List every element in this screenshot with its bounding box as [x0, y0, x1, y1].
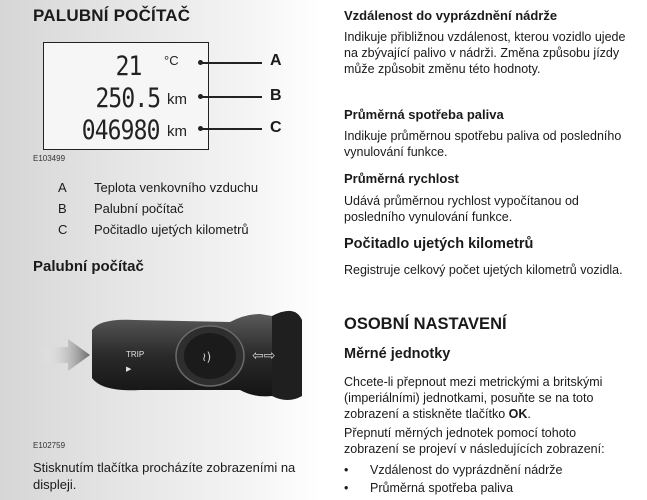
legend-row-b: [58, 201, 258, 222]
legend-text: Palubní počítač: [94, 201, 184, 216]
legend-row-a: [58, 180, 258, 201]
trip-button-label: TRIP: [126, 350, 145, 359]
callout-legend: [58, 180, 258, 243]
list-item: [344, 461, 563, 479]
figure-code-2: E102759: [33, 441, 66, 450]
text-odometer: Registruje celkový počet ujetých kilometrů vozidla.: [344, 263, 623, 277]
ok-key-label: OK: [508, 407, 528, 421]
right-column: [320, 0, 647, 500]
trip-computer-display: [43, 42, 209, 150]
figure-code-1: E103499: [33, 154, 66, 163]
legend-letter: C: [58, 222, 68, 237]
turn-signal-arrows-icon: ⇦⇨: [252, 348, 276, 364]
figure-caption: Stisknutím tlačítka procházíte zobrazeními na displeji.: [33, 460, 296, 492]
text-range: Indikuje přibližnou vzdálenost, kterou vozidlo ujede na zbývající palivo v nádrži. Změna způsobu jízdy může způsobit změnu této hodnoty.: [344, 30, 626, 76]
bullet-icon: •: [344, 463, 349, 477]
play-triangle-icon: ▶: [126, 365, 132, 373]
callout-line-b: [202, 96, 262, 98]
stalk-collar: [272, 311, 302, 400]
list-item-text: Vzdálenost do vyprázdnění nádrže: [370, 463, 563, 477]
push-arrow-icon: [40, 339, 90, 371]
bullet-icon: •: [344, 481, 349, 495]
text-units-a-part1: Chcete-li přepnout mezi metrickými a britskými (imperiálními) jednotkami, posuňte se na toto zobrazení a stiskněte tlačítko: [344, 375, 603, 421]
section-title: PALUBNÍ POČÍTAČ: [33, 6, 191, 25]
heading-range: Vzdálenost do vyprázdnění nádrže: [344, 8, 558, 23]
text-units-a-part2: .: [527, 407, 531, 421]
temperature-value: 21: [116, 51, 142, 82]
subsection-title: Palubní počítač: [33, 258, 144, 275]
legend-row-c: [58, 222, 258, 243]
text-avg-consumption: Indikuje průměrnou spotřebu paliva od posledního vynulování funkce.: [344, 129, 622, 159]
temperature-unit: °C: [164, 53, 179, 68]
legend-text: Teplota venkovního vzduchu: [94, 180, 259, 195]
heading-units: Měrné jednotky: [344, 346, 451, 362]
list-item-text: Průměrná spotřeba paliva: [370, 481, 514, 495]
legend-letter: A: [58, 180, 67, 195]
callout-line-a: [202, 62, 262, 64]
range-unit: km: [167, 91, 187, 108]
legend-letter: B: [58, 201, 67, 216]
list-item: [344, 479, 563, 497]
callout-label-a: A: [270, 52, 282, 69]
heading-odometer: Počitadlo ujetých kilometrů: [344, 236, 534, 252]
heading-personal-settings: OSOBNÍ NASTAVENÍ: [344, 315, 507, 333]
units-bullet-list: [344, 461, 563, 497]
temperature-row: [44, 49, 204, 81]
odometer-unit: km: [167, 123, 187, 140]
range-value: 250.5: [95, 83, 160, 114]
callout-label-c: C: [270, 119, 282, 136]
trip-stalk-illustration: [40, 300, 310, 410]
callout-line-c: [202, 128, 262, 130]
odometer-value: 046980: [82, 115, 160, 146]
odometer-row: [44, 113, 204, 145]
text-avg-speed: Udává průměrnou rychlost vypočítanou od posledního vynulování funkce.: [344, 194, 579, 224]
callout-label-b: B: [270, 87, 282, 104]
heading-avg-speed: Průměrná rychlost: [344, 171, 459, 186]
text-units-b: Přepnutí měrných jednotek pomocí tohoto zobrazení se projeví v následujících zobrazení:: [344, 426, 605, 456]
legend-text: Počitadlo ujetých kilometrů: [94, 222, 249, 237]
voice-wave-icon: ≀): [202, 350, 212, 364]
heading-avg-consumption: Průměrná spotřeba paliva: [344, 107, 504, 122]
text-units-a: [344, 374, 634, 422]
range-row: [44, 81, 204, 113]
left-column: [0, 0, 320, 500]
